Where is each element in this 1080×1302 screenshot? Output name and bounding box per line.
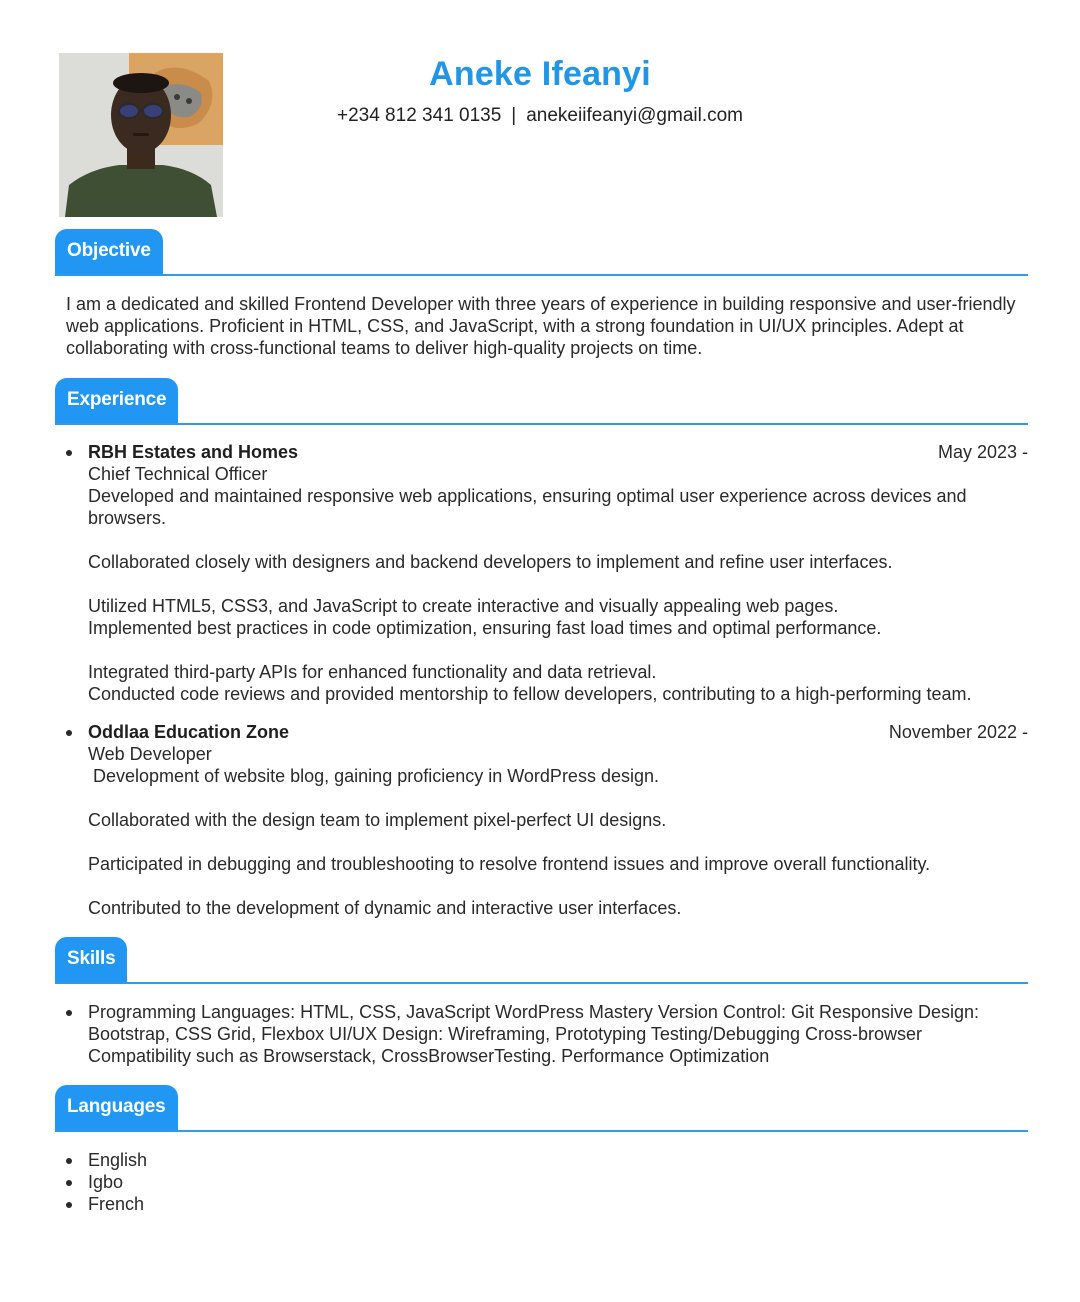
- section-tab-skills: Skills: [55, 937, 127, 982]
- line-gap: [88, 529, 1028, 551]
- experience-line: Implemented best practices in code optimization, ensuring fast load times and optimal performance.: [88, 618, 882, 638]
- line-gap: [88, 573, 1028, 595]
- line-gap: [88, 875, 1028, 897]
- language-igbo: Igbo: [88, 1172, 124, 1192]
- contact-line: [0, 105, 1080, 127]
- line-gap: [88, 639, 1028, 661]
- experience-line: Development of website blog, gaining proficiency in WordPress design.: [88, 766, 659, 786]
- experience-line: Integrated third-party APIs for enhanced functionality and data retrieval.: [88, 662, 657, 682]
- section-tab-experience: Experience: [55, 378, 178, 423]
- contact-separator: |: [511, 105, 517, 126]
- section-tab-languages: Languages: [55, 1085, 178, 1130]
- bullet-dot: [66, 1202, 72, 1208]
- skills-text: Programming Languages: HTML, CSS, JavaScript WordPress Mastery Version Control: Git Responsive Design: Bootstrap, CSS Grid, Flexbox UI/UX Design: Wireframing, Prototyping Testing/Debugging Cross-browser Compatibility such as Browserstack, CrossBrowserTesting. Performance Optimization: [88, 1002, 980, 1066]
- section-tab-objective: Objective: [55, 229, 163, 274]
- experience-line: Participated in debugging and troubleshooting to resolve frontend issues and improve overall functionality.: [88, 854, 931, 874]
- languages-list: [66, 1149, 1028, 1215]
- skills-list: [66, 1001, 1028, 1067]
- experience-item: [66, 441, 1028, 705]
- experience-line: Collaborated closely with designers and backend developers to implement and refine user interfaces.: [88, 552, 893, 572]
- email-address: anekeiifeanyi@gmail.com: [526, 105, 744, 126]
- experience-item: [66, 721, 1028, 919]
- section-objective-heading: [55, 229, 1028, 276]
- line-gap: [88, 831, 1028, 853]
- experience-line: Conducted code reviews and provided mentorship to fellow developers, contributing to a high-performing team.: [88, 684, 972, 704]
- list-item: [66, 1193, 1028, 1215]
- section-skills-heading: [55, 937, 1028, 984]
- section-languages-heading: [55, 1085, 1028, 1132]
- experience-role: Chief Technical Officer: [88, 464, 268, 484]
- bullet-dot: [66, 1010, 72, 1016]
- bullet-dot: [66, 1180, 72, 1186]
- bullet-dot: [66, 450, 72, 456]
- line-gap: [88, 787, 1028, 809]
- list-item: [66, 1001, 1028, 1067]
- section-experience-heading: [55, 378, 1028, 425]
- experience-line: Contributed to the development of dynamic and interactive user interfaces.: [88, 898, 682, 918]
- objective-text: I am a dedicated and skilled Frontend Developer with three years of experience in building responsive and user-friendly web applications. Proficient in HTML, CSS, and JavaScript, with a strong foundation in UI/UX principles. Adept at collaborating with cross-functional teams to deliver high-quality projects on time.: [66, 294, 1016, 358]
- experience-date: May 2023 -: [937, 442, 1028, 462]
- bullet-dot: [66, 730, 72, 736]
- phone-number: +234 812 341 0135: [336, 105, 502, 126]
- experience-role: Web Developer: [88, 744, 212, 764]
- experience-line: Collaborated with the design team to implement pixel-perfect UI designs.: [88, 810, 667, 830]
- list-item: [66, 1149, 1028, 1171]
- bullet-dot: [66, 1158, 72, 1164]
- experience-company: RBH Estates and Homes: [88, 442, 299, 462]
- candidate-name: Aneke Ifeanyi: [429, 55, 651, 93]
- experience-line: Utilized HTML5, CSS3, and JavaScript to create interactive and visually appealing web pages.: [88, 596, 839, 616]
- language-english: English: [88, 1150, 148, 1170]
- experience-company: Oddlaa Education Zone: [88, 722, 290, 742]
- experience-date: November 2022 -: [888, 722, 1028, 742]
- list-item: [66, 1171, 1028, 1193]
- language-french: French: [88, 1194, 145, 1214]
- experience-line: Developed and maintained responsive web applications, ensuring optimal user experience across devices and browsers.: [88, 486, 972, 528]
